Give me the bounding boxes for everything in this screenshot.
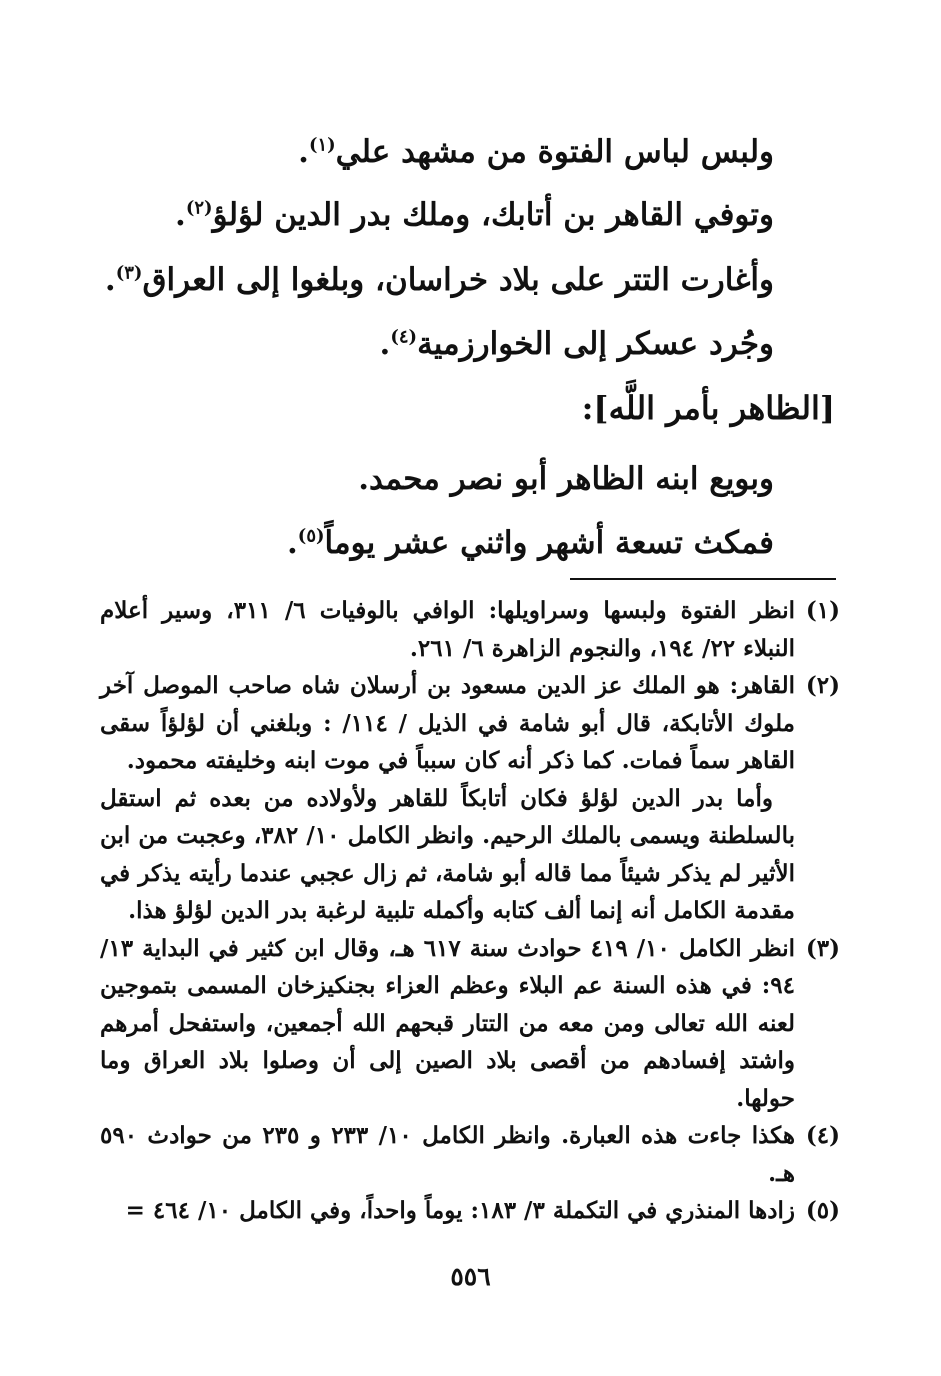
text-line-2	[175, 193, 774, 237]
footnote-text: هكذا جاءت هذه العبارة. وانظر الكامل ١٠/ ٢٣٣ و ٢٣٥ من حوادث ٥٩٠ هـ.	[100, 1122, 795, 1187]
line-1-period: .	[298, 134, 309, 170]
footnote-ref-3[interactable]: (٣)	[115, 262, 143, 284]
footnote-number: (٢)	[805, 672, 840, 699]
text-line-6-body: فمكث تسعة أشهر واثني عشر يوماً	[324, 525, 774, 561]
footnote-number: (٣)	[805, 934, 840, 962]
footnote-text: زادها المنذري في التكملة ٣/ ١٨٣: يوماً واحداً، وفي الكامل ١٠/ ٤٦٤ =	[125, 1197, 795, 1224]
text-line-1-body: ولبس لباس الفتوة من مشهد علي	[335, 134, 774, 170]
footnote-ref-2[interactable]: (٢)	[185, 197, 213, 219]
footnote-divider	[570, 578, 836, 580]
footnote-3	[100, 930, 840, 1118]
footnote-2	[100, 667, 840, 780]
footnote-ref-4[interactable]: (٤)	[390, 326, 418, 348]
line-3-period: .	[104, 262, 116, 298]
footnote-ref-5[interactable]: (٥)	[297, 525, 325, 547]
text-line-1	[298, 130, 774, 174]
footnote-text: القاهر: هو الملك عز الدين مسعود بن أرسلان شاه صاحب الموصل آخر ملوك الأتابكة، قال أبو شامة في الذيل / ١١٤/ : وبلغني أن لؤلؤاً سقى القاهر سماً فمات. كما ذكر أنه كان سبباً في موت ابنه وخليفته محمود.	[100, 672, 795, 774]
footnote-2-continuation: وأما بدر الدين لؤلؤ فكان أتابكاً للقاهر ولأولاده من بعده ثم استقل بالسلطنة ويسمى بالملك الرحيم. وانظر الكامل ١٠/ ٣٨٢، وعجبت من ابن الأثير لم يذكر شيئاً مما قاله أبو شامة، ثم زال عجبي عندما رأيته يذكر في مقدمة الكامل أنه إنما ألف كتابه وأكمله تلبية لرغبة بدر الدين لؤلؤ هذا.	[100, 784, 795, 924]
line-6-period: .	[287, 525, 298, 561]
footnote-text: انظر الفتوة ولبسها وسراويلها: الوافي بالوفيات ٦/ ٣١١، وسير أعلام النبلاء ٢٢/ ١٩٤، والنجوم الزاهرة ٦/ ٢٦١.	[100, 597, 795, 662]
footnote-number: (١)	[805, 597, 840, 624]
line-4-period: .	[379, 326, 391, 362]
text-line-4	[380, 322, 774, 366]
text-line-5: وبويع ابنه الظاهر أبو نصر محمد.	[358, 461, 774, 497]
text-line-4-body: وجُرد عسكر إلى الخوارزمية	[417, 326, 774, 362]
footnote-5	[100, 1192, 840, 1230]
footnote-number: (٤)	[805, 1122, 840, 1149]
page-number: ٥٥٦	[450, 1262, 491, 1291]
footnote-1	[100, 592, 840, 667]
text-line-3-body: وأغارت التتر على بلاد خراسان، وبلغوا إلى العراق	[142, 262, 774, 298]
text-line-3	[105, 258, 774, 302]
footnote-ref-1[interactable]: (١)	[308, 134, 336, 156]
footnote-4	[100, 1117, 840, 1192]
footnotes-section	[100, 592, 840, 1230]
text-line-6	[287, 521, 774, 565]
footnote-number: (٥)	[805, 1197, 840, 1224]
section-heading: [الظاهر بأمر اللَّه]:	[581, 389, 835, 427]
footnote-text: انظر الكامل ١٠/ ٤١٩ حوادث سنة ٦١٧ هـ، وقال ابن كثير في البداية ١٣/ ٩٤: في هذه السنة عم البلاء وعظم العزاء بجنكيزخان المسمى بتموجين لعنه الله تعالى ومن معه من التتار قبحهم الله أجمعين، واستفحل أمرهم واشتد إفسادهم من أقصى بلاد الصين إلى أن وصلوا بلاد العراق وما حولها.	[100, 934, 795, 1112]
line-2-period: .	[175, 197, 186, 233]
text-line-2-body: وتوفي القاهر بن أتابك، وملك بدر الدين لؤلؤ	[212, 197, 774, 233]
